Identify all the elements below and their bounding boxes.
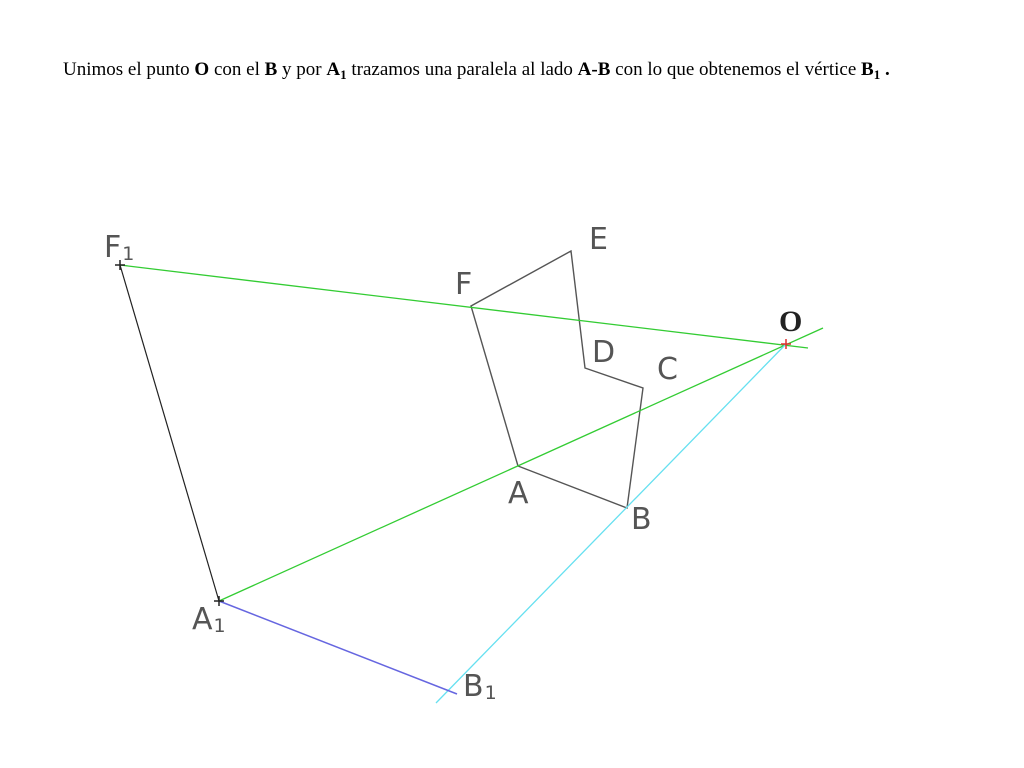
line-A1-O [219,328,823,601]
caption-text-2: con el [209,59,265,80]
caption-point-B: B [264,59,278,80]
caption-point-O: O [194,59,210,80]
caption-point-B1: $B_1$ . [861,59,890,82]
caption-text-1: Unimos el punto [63,59,195,80]
caption-text-4: trazamos una paralela al lado [346,59,578,80]
segment-F1-A1 [120,265,219,601]
label-F1: F1 [104,230,135,265]
label-F: F [455,267,473,302]
label-E: E [589,222,608,257]
label-A: A [508,476,529,511]
marker-A1 [214,596,224,606]
caption-text-5: con lo que obtenemos el vértice [610,59,862,80]
segment-A1-B1 [219,601,457,694]
label-A1: A1 [192,602,226,637]
polygon-ABCDEF [471,251,643,508]
caption-point-A1: $A_1$ [326,59,347,82]
caption-side-AB: A-B [577,59,611,80]
line-O-B1 [436,344,786,703]
label-B1: B1 [463,669,497,704]
caption-text-3: y por [277,59,327,80]
label-O: O [779,305,803,338]
label-D: D [592,335,616,370]
label-C: C [657,352,678,387]
label-B: B [631,502,652,537]
